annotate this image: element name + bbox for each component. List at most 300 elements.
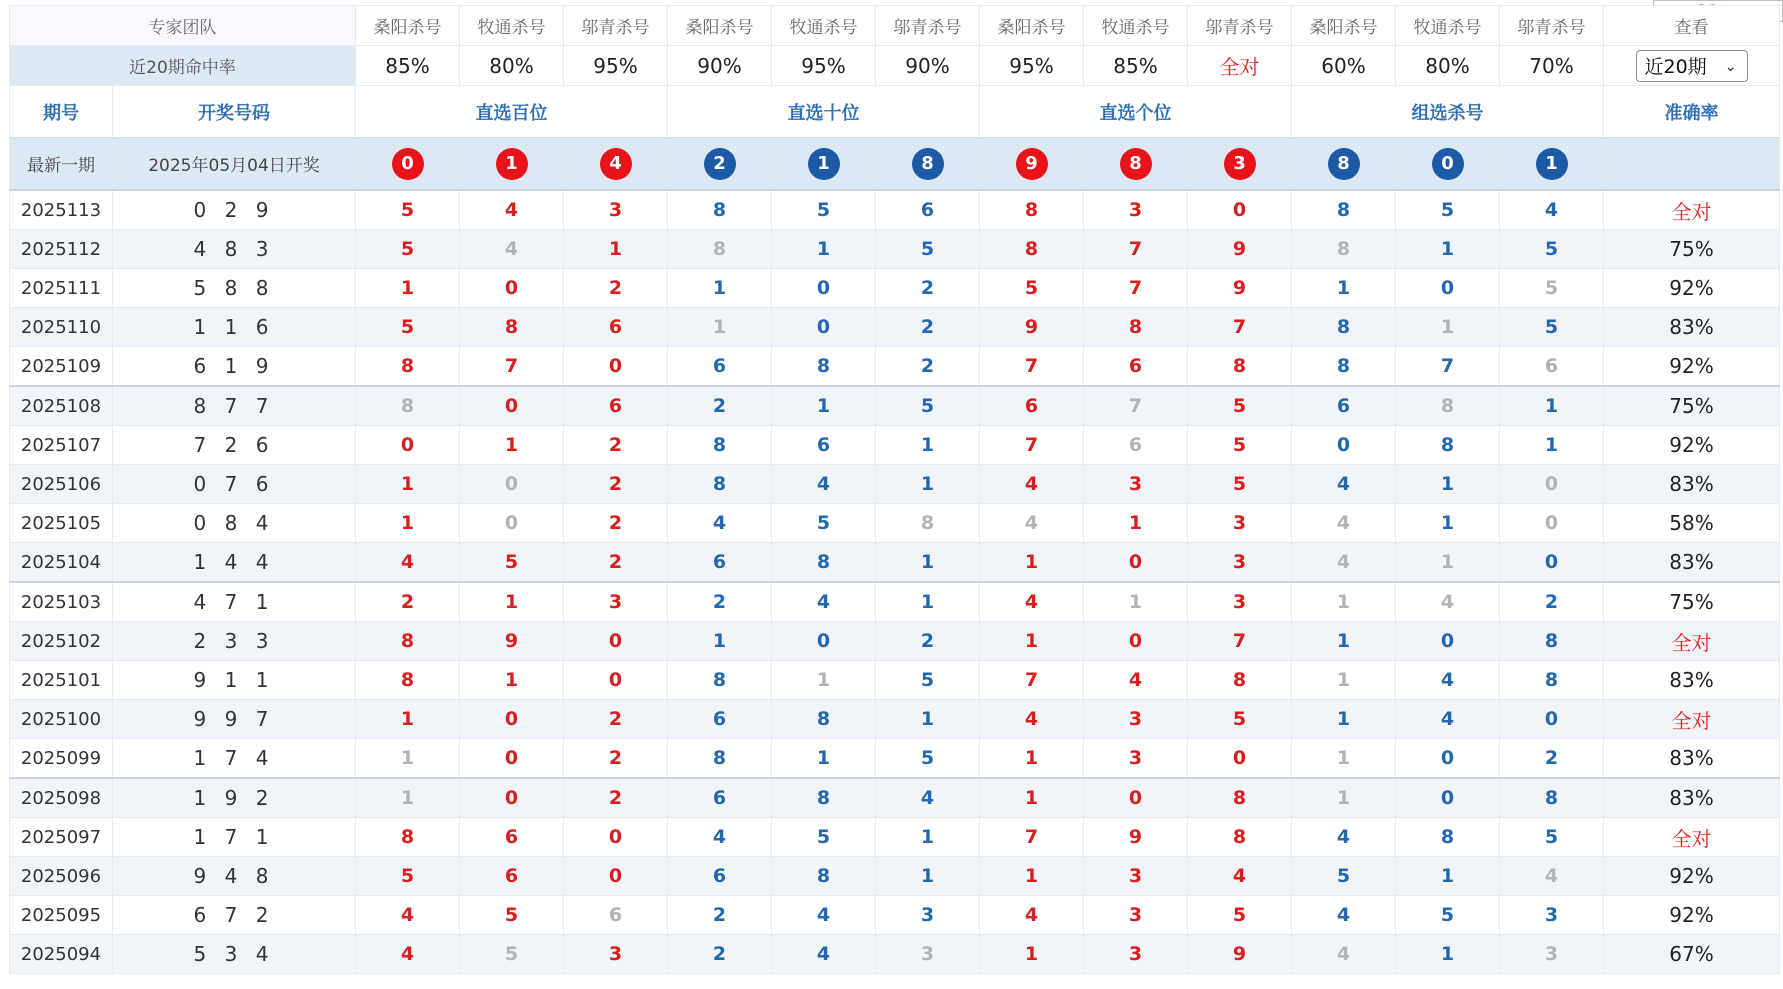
issue-number: 2025099 xyxy=(10,739,113,779)
hit-rate-value: 全对 xyxy=(1188,46,1292,86)
kill-number: 6 xyxy=(564,386,668,426)
kill-number: 0 xyxy=(564,622,668,661)
kill-number-miss: 7 xyxy=(1084,386,1188,426)
draw-numbers: 0 8 4 xyxy=(113,504,356,543)
kill-number-miss: 3 xyxy=(1500,935,1604,974)
kill-number: 4 xyxy=(668,818,772,857)
latest-draw-date: 2025年05月04日开奖 xyxy=(113,138,356,191)
kill-number: 4 xyxy=(772,582,876,622)
kill-number: 2 xyxy=(876,308,980,347)
expert-name: 桑阳杀号 xyxy=(1292,6,1396,46)
kill-number: 1 xyxy=(1292,700,1396,739)
kill-number: 1 xyxy=(1396,230,1500,269)
kill-number: 5 xyxy=(460,543,564,583)
number-ball: 8 xyxy=(1120,148,1152,180)
kill-number: 2 xyxy=(1500,739,1604,779)
kill-number-miss: 6 xyxy=(564,896,668,935)
expert-name: 邬青杀号 xyxy=(1500,6,1604,46)
kill-number: 3 xyxy=(1188,582,1292,622)
kill-number: 3 xyxy=(1084,935,1188,974)
accuracy-value: 83% xyxy=(1604,543,1780,583)
expert-name: 牧通杀号 xyxy=(1396,6,1500,46)
kill-number: 1 xyxy=(876,857,980,896)
issue-number: 2025109 xyxy=(10,347,113,387)
kill-number: 4 xyxy=(1292,818,1396,857)
kill-number: 1 xyxy=(356,269,460,308)
draw-numbers: 4 8 3 xyxy=(113,230,356,269)
kill-number: 4 xyxy=(1084,661,1188,700)
accuracy-column-header: 准确率 xyxy=(1604,86,1780,138)
kill-number: 0 xyxy=(564,347,668,387)
kill-number-miss: 0 xyxy=(1500,465,1604,504)
table-row xyxy=(10,504,1780,543)
kill-number: 8 xyxy=(668,426,772,465)
draw-numbers: 1 9 2 xyxy=(113,778,356,818)
kill-number-miss: 4 xyxy=(1292,543,1396,583)
kill-number: 6 xyxy=(980,386,1084,426)
kill-number: 8 xyxy=(1188,818,1292,857)
kill-number: 2 xyxy=(564,778,668,818)
kill-number: 2 xyxy=(564,739,668,779)
kill-number: 0 xyxy=(1084,622,1188,661)
kill-number: 2 xyxy=(668,935,772,974)
kill-number-miss: 6 xyxy=(1500,347,1604,387)
kill-number: 8 xyxy=(1500,622,1604,661)
kill-number: 1 xyxy=(564,230,668,269)
kill-number-miss: 4 xyxy=(1292,935,1396,974)
kill-number: 1 xyxy=(1292,269,1396,308)
kill-number: 6 xyxy=(668,778,772,818)
kill-number: 1 xyxy=(356,504,460,543)
kill-number: 3 xyxy=(1188,543,1292,583)
hit-rate-label: 近20期命中率 xyxy=(10,46,356,86)
kill-number: 5 xyxy=(1188,896,1292,935)
kill-number: 6 xyxy=(1084,347,1188,387)
kill-number: 1 xyxy=(876,582,980,622)
kill-number: 0 xyxy=(564,857,668,896)
kill-number: 5 xyxy=(460,896,564,935)
accuracy-value: 75% xyxy=(1604,230,1780,269)
kill-number: 3 xyxy=(564,582,668,622)
latest-ball-cell xyxy=(1084,138,1188,191)
kill-number: 1 xyxy=(772,230,876,269)
kill-number: 6 xyxy=(460,857,564,896)
kill-number: 6 xyxy=(668,857,772,896)
kill-number-miss: 4 xyxy=(1396,582,1500,622)
kill-number: 5 xyxy=(1292,857,1396,896)
kill-number: 1 xyxy=(668,622,772,661)
kill-number-miss: 4 xyxy=(1500,857,1604,896)
kill-number: 5 xyxy=(356,308,460,347)
latest-accuracy-cell xyxy=(1604,138,1780,191)
accuracy-value: 83% xyxy=(1604,778,1780,818)
issue-number: 2025110 xyxy=(10,308,113,347)
kill-number-miss: 1 xyxy=(1396,543,1500,583)
units-section-header: 直选个位 xyxy=(980,86,1292,138)
kill-number: 2 xyxy=(876,347,980,387)
kill-number: 2 xyxy=(564,465,668,504)
draw-numbers: 5 8 8 xyxy=(113,269,356,308)
draw-numbers: 8 7 7 xyxy=(113,386,356,426)
kill-number-miss: 8 xyxy=(668,230,772,269)
kill-number: 0 xyxy=(1500,543,1604,583)
kill-number: 8 xyxy=(460,308,564,347)
draw-numbers: 4 7 1 xyxy=(113,582,356,622)
kill-number-miss: 1 xyxy=(356,778,460,818)
issue-number: 2025107 xyxy=(10,426,113,465)
kill-number-miss: 1 xyxy=(668,308,772,347)
kill-number: 6 xyxy=(1292,386,1396,426)
period-select-cell xyxy=(1604,46,1780,86)
draw-numbers: 1 1 6 xyxy=(113,308,356,347)
table-row xyxy=(10,347,1780,387)
kill-number-miss: 0 xyxy=(1500,504,1604,543)
table-row xyxy=(10,857,1780,896)
table-row xyxy=(10,230,1780,269)
kill-number: 7 xyxy=(1188,622,1292,661)
kill-number: 7 xyxy=(1396,347,1500,387)
number-ball: 0 xyxy=(392,148,424,180)
issue-number: 2025098 xyxy=(10,778,113,818)
draw-numbers: 9 9 7 xyxy=(113,700,356,739)
kill-number: 3 xyxy=(1084,857,1188,896)
kill-number: 3 xyxy=(1188,504,1292,543)
hit-rate-value: 95% xyxy=(564,46,668,86)
table-row xyxy=(10,426,1780,465)
latest-ball-cell xyxy=(356,138,460,191)
accuracy-value: 92% xyxy=(1604,857,1780,896)
accuracy-value: 83% xyxy=(1604,465,1780,504)
number-ball: 0 xyxy=(1432,148,1464,180)
expert-name: 牧通杀号 xyxy=(1084,6,1188,46)
latest-ball-cell xyxy=(668,138,772,191)
kill-number: 1 xyxy=(980,739,1084,779)
kill-number: 1 xyxy=(1396,465,1500,504)
kill-number: 8 xyxy=(668,190,772,230)
issue-number: 2025112 xyxy=(10,230,113,269)
chevron-down-icon: ⌄ xyxy=(1724,58,1737,75)
kill-number-miss: 0 xyxy=(460,504,564,543)
accuracy-value: 83% xyxy=(1604,308,1780,347)
kill-number: 5 xyxy=(876,230,980,269)
kill-number: 0 xyxy=(1396,269,1500,308)
kill-number: 5 xyxy=(876,739,980,779)
kill-number: 9 xyxy=(980,308,1084,347)
kill-number-miss: 1 xyxy=(1292,778,1396,818)
latest-ball-cell xyxy=(564,138,668,191)
kill-number-miss: 5 xyxy=(460,935,564,974)
kill-number: 8 xyxy=(1292,308,1396,347)
kill-number: 8 xyxy=(1188,347,1292,387)
kill-number: 0 xyxy=(1396,739,1500,779)
kill-number: 8 xyxy=(772,857,876,896)
expert-name: 邬青杀号 xyxy=(564,6,668,46)
kill-number: 1 xyxy=(980,857,1084,896)
kill-number: 4 xyxy=(980,465,1084,504)
kill-number: 2 xyxy=(564,504,668,543)
kill-number: 4 xyxy=(1396,661,1500,700)
accuracy-value: 83% xyxy=(1604,739,1780,779)
table-row xyxy=(10,896,1780,935)
expert-header-row xyxy=(10,6,1780,46)
table-row xyxy=(10,308,1780,347)
period-select[interactable] xyxy=(1636,50,1748,82)
issue-number: 2025104 xyxy=(10,543,113,583)
draw-numbers: 0 2 9 xyxy=(113,190,356,230)
kill-number: 1 xyxy=(980,622,1084,661)
kill-number: 2 xyxy=(564,269,668,308)
kill-number: 7 xyxy=(980,661,1084,700)
latest-ball-cell xyxy=(1292,138,1396,191)
kill-number: 0 xyxy=(1084,543,1188,583)
hit-rate-value: 95% xyxy=(980,46,1084,86)
kill-number: 6 xyxy=(668,347,772,387)
kill-number: 3 xyxy=(876,896,980,935)
kill-number: 3 xyxy=(1084,700,1188,739)
hit-rate-value: 85% xyxy=(356,46,460,86)
kill-number: 5 xyxy=(356,190,460,230)
latest-ball-cell xyxy=(460,138,564,191)
table-row xyxy=(10,269,1780,308)
kill-number: 4 xyxy=(772,935,876,974)
expert-name: 桑阳杀号 xyxy=(980,6,1084,46)
issue-number: 2025102 xyxy=(10,622,113,661)
draw-numbers: 5 3 4 xyxy=(113,935,356,974)
table-row xyxy=(10,386,1780,426)
kill-number: 0 xyxy=(460,778,564,818)
latest-ball-cell xyxy=(1500,138,1604,191)
kill-number: 8 xyxy=(1188,778,1292,818)
draw-numbers: 1 7 1 xyxy=(113,818,356,857)
number-ball: 1 xyxy=(808,148,840,180)
number-ball: 1 xyxy=(1536,148,1568,180)
kill-number: 7 xyxy=(980,818,1084,857)
kill-number: 3 xyxy=(1084,896,1188,935)
table-row xyxy=(10,622,1780,661)
table-row xyxy=(10,778,1780,818)
kill-number: 5 xyxy=(1188,700,1292,739)
kill-number: 4 xyxy=(460,190,564,230)
kill-number-miss: 5 xyxy=(1500,269,1604,308)
kill-number-miss: 1 xyxy=(1292,739,1396,779)
kill-number: 8 xyxy=(1500,661,1604,700)
kill-number: 0 xyxy=(1500,700,1604,739)
hit-rate-value: 85% xyxy=(1084,46,1188,86)
kill-number: 9 xyxy=(1188,230,1292,269)
kill-number-miss: 1 xyxy=(356,739,460,779)
period-select-value: 近20期 xyxy=(1644,55,1707,78)
kill-number: 6 xyxy=(876,190,980,230)
hit-rate-value: 95% xyxy=(772,46,876,86)
kill-number-miss: 4 xyxy=(460,230,564,269)
kill-number: 9 xyxy=(460,622,564,661)
kill-number: 0 xyxy=(460,739,564,779)
issue-number: 2025096 xyxy=(10,857,113,896)
accuracy-value: 75% xyxy=(1604,386,1780,426)
kill-number: 8 xyxy=(356,347,460,387)
expert-name: 邬青杀号 xyxy=(1188,6,1292,46)
expert-name: 牧通杀号 xyxy=(772,6,876,46)
kill-number: 8 xyxy=(980,230,1084,269)
kill-number: 0 xyxy=(1396,778,1500,818)
draw-numbers: 1 4 4 xyxy=(113,543,356,583)
kill-number: 8 xyxy=(668,465,772,504)
accuracy-value: 58% xyxy=(1604,504,1780,543)
kill-number-miss: 3 xyxy=(876,935,980,974)
kill-number: 1 xyxy=(1292,622,1396,661)
kill-number: 5 xyxy=(1500,308,1604,347)
kill-number: 2 xyxy=(356,582,460,622)
kill-number: 1 xyxy=(460,426,564,465)
kill-number-miss: 4 xyxy=(980,504,1084,543)
kill-number: 4 xyxy=(876,778,980,818)
kill-number: 0 xyxy=(772,269,876,308)
kill-number: 1 xyxy=(1500,426,1604,465)
view-label: 查看 xyxy=(1604,6,1780,46)
number-ball: 9 xyxy=(1016,148,1048,180)
kill-number: 0 xyxy=(1396,622,1500,661)
issue-number: 2025106 xyxy=(10,465,113,504)
kill-number: 1 xyxy=(980,778,1084,818)
kill-number: 0 xyxy=(460,386,564,426)
kill-number: 4 xyxy=(1500,190,1604,230)
hit-rate-value: 70% xyxy=(1500,46,1604,86)
kill-number: 5 xyxy=(1500,230,1604,269)
kill-number: 0 xyxy=(564,661,668,700)
kill-number: 8 xyxy=(356,622,460,661)
kill-number: 1 xyxy=(980,935,1084,974)
latest-ball-cell xyxy=(772,138,876,191)
accuracy-value: 67% xyxy=(1604,935,1780,974)
accuracy-value: 92% xyxy=(1604,426,1780,465)
kill-number: 9 xyxy=(1188,935,1292,974)
table-row xyxy=(10,739,1780,779)
draw-numbers: 2 3 3 xyxy=(113,622,356,661)
kill-number: 2 xyxy=(668,896,772,935)
kill-number: 0 xyxy=(772,622,876,661)
kill-number: 3 xyxy=(1500,896,1604,935)
kill-number: 4 xyxy=(980,582,1084,622)
issue-number: 2025101 xyxy=(10,661,113,700)
draw-column-header: 开奖号码 xyxy=(113,86,356,138)
kill-number: 8 xyxy=(1500,778,1604,818)
kill-number: 4 xyxy=(668,504,772,543)
number-ball: 3 xyxy=(1224,148,1256,180)
kill-number: 6 xyxy=(460,818,564,857)
expert-name: 邬青杀号 xyxy=(876,6,980,46)
kill-number: 5 xyxy=(876,661,980,700)
draw-numbers: 9 4 8 xyxy=(113,857,356,896)
latest-label: 最新一期 xyxy=(10,138,113,191)
kill-number-miss: 8 xyxy=(1396,386,1500,426)
kill-number: 4 xyxy=(356,543,460,583)
kill-number-miss: 1 xyxy=(1396,308,1500,347)
kill-number: 1 xyxy=(356,700,460,739)
kill-number: 5 xyxy=(876,386,980,426)
kill-number-miss: 6 xyxy=(1084,426,1188,465)
kill-number: 2 xyxy=(668,582,772,622)
kill-number: 8 xyxy=(772,700,876,739)
kill-number: 5 xyxy=(1396,190,1500,230)
expert-name: 牧通杀号 xyxy=(460,6,564,46)
team-label: 专家团队 xyxy=(10,6,356,46)
issue-number: 2025097 xyxy=(10,818,113,857)
hundreds-section-header: 直选百位 xyxy=(356,86,668,138)
expert-kill-table xyxy=(9,5,1780,974)
kill-number: 1 xyxy=(460,661,564,700)
kill-number: 1 xyxy=(1084,504,1188,543)
kill-number: 5 xyxy=(356,230,460,269)
kill-number-miss: 0 xyxy=(460,465,564,504)
kill-number: 7 xyxy=(980,426,1084,465)
kill-number: 8 xyxy=(1292,190,1396,230)
kill-number: 5 xyxy=(980,269,1084,308)
kill-number: 0 xyxy=(1084,778,1188,818)
kill-number: 1 xyxy=(1500,386,1604,426)
kill-number: 2 xyxy=(1500,582,1604,622)
issue-column-header: 期号 xyxy=(10,86,113,138)
kill-number: 3 xyxy=(1084,465,1188,504)
number-ball: 8 xyxy=(912,148,944,180)
table-row xyxy=(10,465,1780,504)
accuracy-value: 92% xyxy=(1604,269,1780,308)
kill-number-miss: 8 xyxy=(876,504,980,543)
kill-number-miss: 1 xyxy=(772,661,876,700)
kill-number: 1 xyxy=(980,543,1084,583)
kill-number: 8 xyxy=(356,818,460,857)
draw-numbers: 0 7 6 xyxy=(113,465,356,504)
kill-number: 8 xyxy=(772,347,876,387)
kill-number: 8 xyxy=(1396,426,1500,465)
kill-number: 3 xyxy=(1084,190,1188,230)
issue-number: 2025100 xyxy=(10,700,113,739)
kill-number: 2 xyxy=(564,426,668,465)
issue-number: 2025095 xyxy=(10,896,113,935)
kill-number: 0 xyxy=(1188,190,1292,230)
kill-number: 8 xyxy=(980,190,1084,230)
kill-number: 1 xyxy=(1396,504,1500,543)
issue-number: 2025094 xyxy=(10,935,113,974)
kill-number: 7 xyxy=(980,347,1084,387)
latest-ball-cell xyxy=(1396,138,1500,191)
expert-name: 桑阳杀号 xyxy=(356,6,460,46)
kill-number: 5 xyxy=(356,857,460,896)
accuracy-value: 83% xyxy=(1604,661,1780,700)
kill-number: 6 xyxy=(564,308,668,347)
accuracy-value: 全对 xyxy=(1604,190,1780,230)
kill-number: 1 xyxy=(772,739,876,779)
number-ball: 2 xyxy=(704,148,736,180)
number-ball: 8 xyxy=(1328,148,1360,180)
kill-number: 5 xyxy=(1500,818,1604,857)
draw-numbers: 6 7 2 xyxy=(113,896,356,935)
kill-number: 3 xyxy=(1084,739,1188,779)
kill-number: 1 xyxy=(460,582,564,622)
accuracy-value: 92% xyxy=(1604,347,1780,387)
draw-numbers: 9 1 1 xyxy=(113,661,356,700)
table-row xyxy=(10,661,1780,700)
kill-number: 1 xyxy=(876,543,980,583)
draw-numbers: 6 1 9 xyxy=(113,347,356,387)
kill-number: 5 xyxy=(772,190,876,230)
kill-number: 6 xyxy=(668,543,772,583)
kill-number: 9 xyxy=(1188,269,1292,308)
kill-number: 7 xyxy=(1084,230,1188,269)
accuracy-value: 全对 xyxy=(1604,700,1780,739)
kill-number: 1 xyxy=(356,465,460,504)
kill-number: 0 xyxy=(772,308,876,347)
section-header-row xyxy=(10,86,1780,138)
